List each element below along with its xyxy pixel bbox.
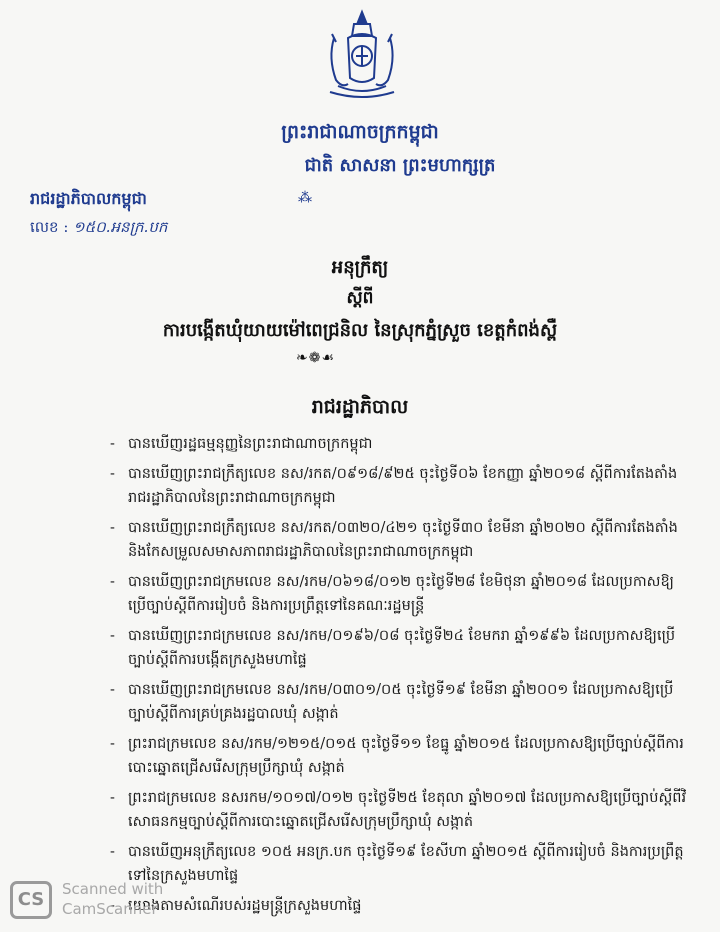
list-item: - បានឃើញព្រះរាជក្រឹត្យលេខ នស/រកត/០៣២០/៤២១ ចុះថ្ងៃទី៣០ ខែមីនា ឆ្នាំ២០២០ ស្តីពីការតែងតាំង និងកែសម្រួលសមាសភាពរាជរដ្ឋាភិបាលនៃព្រះរាជាណាចក្រកម្ពុជា bbox=[110, 516, 690, 564]
royal-coat-of-arms-icon bbox=[314, 8, 410, 104]
kingdom-name: ព្រះរាជាណាចក្រកម្ពុជា bbox=[281, 121, 439, 143]
watermark-line-2: CamScanner bbox=[62, 900, 158, 918]
reference-label: លេខ : bbox=[30, 218, 69, 236]
camscanner-watermark bbox=[10, 878, 210, 924]
issuing-government: រាជរដ្ឋាភិបាលកម្ពុជា bbox=[30, 189, 147, 208]
list-item: - បានឃើញរដ្ឋធម្មនុញ្ញនៃព្រះរាជាណាចក្រកម្ពុជា bbox=[110, 432, 690, 456]
list-item: - បានឃើញព្រះរាជក្រមលេខ នស/រកម/០១៩៦/០៨ ចុះថ្ងៃទី២៤ ខែមករា ឆ្នាំ១៩៩៦ ដែលប្រកាសឱ្យប្រើច្បាប់ស្តីពីការបង្កើតក្រសួងមហាផ្ទៃ bbox=[110, 624, 690, 672]
reference-number: ១៥០.អនក្រ.បក bbox=[73, 218, 168, 236]
title-ornament: ❧❁☙ bbox=[296, 350, 336, 366]
document-heading: ការបង្កើតឃុំយាយម៉ៅពេជ្រនិល នៃស្រុកភ្នំស្រួច ខេត្តកំពង់ស្ពឺ bbox=[162, 320, 558, 341]
list-item: - បានឃើញព្រះរាជក្រឹត្យលេខ នស/រកត/០៩១៨/៩២៥ ចុះថ្ងៃទី០៦ ខែកញ្ញា ឆ្នាំ២០១៨ ស្តីពីការតែងតាំងរាជរដ្ឋាភិបាលនៃព្រះរាជាណាចក្រកម្ពុជា bbox=[110, 462, 690, 510]
list-item: - យោងតាមសំណើរបស់រដ្ឋមន្ត្រីក្រសួងមហាផ្ទៃ bbox=[110, 894, 690, 918]
list-item: - បានឃើញព្រះរាជក្រមលេខ នស/រកម/០៦១៨/០១២ ចុះថ្ងៃទី២៨ ខែមិថុនា ឆ្នាំ២០១៨ ដែលប្រកាសឱ្យប្រើច្បាប់ស្តីពីការរៀបចំ និងការប្រព្រឹត្តទៅនៃគណៈរដ្ឋមន្ត្រី bbox=[110, 570, 690, 618]
header-ornament: ⁂ bbox=[298, 190, 313, 206]
national-motto: ជាតិ សាសនា ព្រះមហាក្សត្រ bbox=[304, 155, 496, 176]
list-item: - ព្រះរាជក្រមលេខ នស/រកម/១២១៥/០១៥ ចុះថ្ងៃទី១១ ខែធ្នូ ឆ្នាំ២០១៥ ដែលប្រកាសឱ្យប្រើច្បាប់ស្តីពីការបោះឆ្នោតជ្រើសរើសក្រុមប្រឹក្សាឃុំ សង្កាត់ bbox=[110, 732, 690, 780]
reference-line bbox=[30, 218, 167, 240]
list-item: - ព្រះរាជក្រមលេខ នសរកម/១០១៧/០១២ ចុះថ្ងៃទី២៥ ខែតុលា ឆ្នាំ២០១៧ ដែលប្រកាសឱ្យប្រើច្បាប់ស្តីពីវិសោធនកម្មច្បាប់ស្តីពីការបោះឆ្នោតជ្រើសរើសក្រុមប្រឹក្សាឃុំ សង្កាត់ bbox=[110, 786, 690, 834]
camscanner-logo-icon: CS bbox=[10, 881, 52, 919]
list-item: - បានឃើញព្រះរាជក្រមលេខ នស/រកម/០៣០១/០៥ ចុះថ្ងៃទី១៩ ខែមីនា ឆ្នាំ២០០១ ដែលប្រកាសឱ្យប្រើច្បាប់ស្តីពីការគ្រប់គ្រងរដ្ឋបាលឃុំ សង្កាត់ bbox=[110, 678, 690, 726]
preamble-clauses bbox=[110, 432, 690, 924]
document-type: អនុក្រឹត្យ bbox=[331, 257, 389, 278]
list-item: - បានឃើញអនុក្រឹត្យលេខ ១០៥ អនក្រ.បក ចុះថ្ងៃទី១៩ ខែសីហា ឆ្នាំ២០១៥ ស្តីពីការរៀបចំ និងការប្រព្រឹត្តទៅនៃក្រសួងមហាផ្ទៃ bbox=[110, 840, 690, 888]
subject-label: ស្តីពី bbox=[346, 288, 374, 308]
issuer-heading: រាជរដ្ឋាភិបាល bbox=[311, 396, 409, 418]
watermark-line-1: Scanned with bbox=[62, 880, 164, 898]
